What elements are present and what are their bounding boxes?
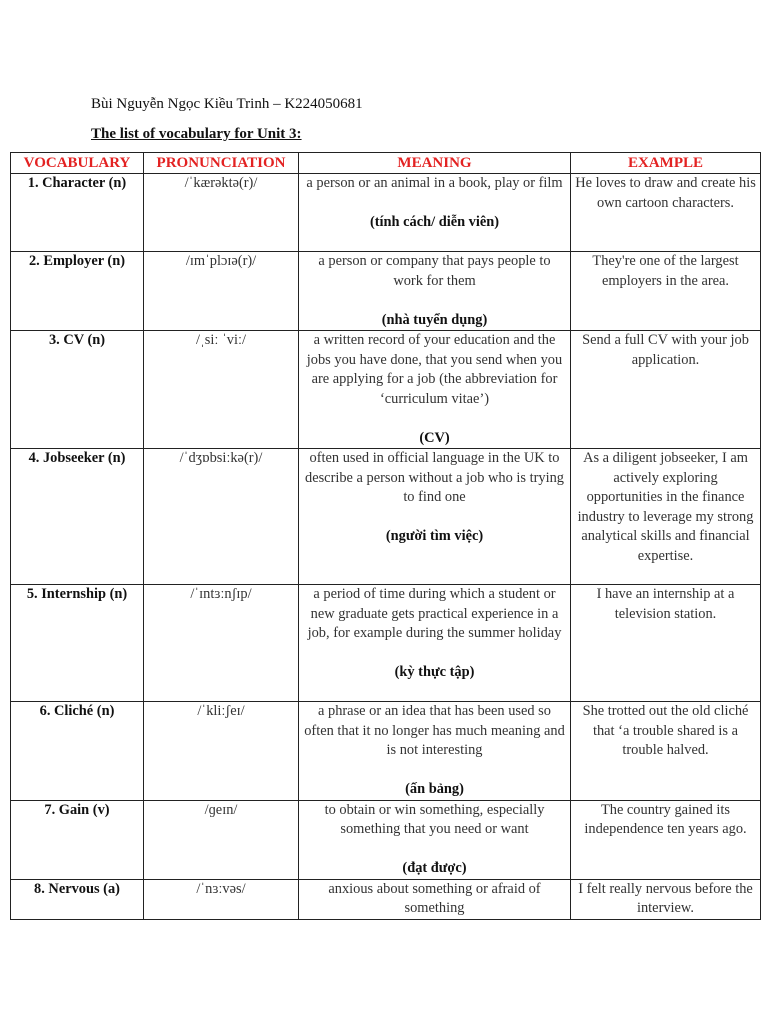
- meaning-cell: [299, 174, 571, 252]
- example-sentence: The country gained its independence ten years ago.: [571, 800, 761, 879]
- meaning-cell: [299, 252, 571, 331]
- example-sentence: I have an internship at a television station.: [571, 585, 761, 702]
- pronunciation: /ˈkærəktə(r)/: [144, 174, 299, 252]
- blank-line: [302, 644, 567, 664]
- vietnamese-translation: (kỳ thực tập): [394, 664, 475, 680]
- blank-line: [302, 291, 567, 311]
- vietnamese-translation: (tính cách/ diễn viên): [369, 214, 500, 230]
- pronunciation: /ˈkliːʃeɪ/: [144, 702, 299, 801]
- table-row: [11, 174, 761, 252]
- meaning-definition: to obtain or win something, especially something that you need or want: [324, 801, 545, 837]
- meaning-definition: a written record of your education and the jobs you have done, that you send when you are applying for a job (the abbreviation for ‘curriculum vitae’): [306, 332, 563, 407]
- table-row: [11, 800, 761, 879]
- vietnamese-translation: (đạt được): [402, 860, 467, 876]
- table-row: [11, 702, 761, 801]
- meaning-cell: [299, 702, 571, 801]
- meaning-cell: [299, 879, 571, 919]
- meaning-cell: [299, 800, 571, 879]
- pronunciation: /ˈdʒɒbsiːkə(r)/: [144, 449, 299, 585]
- vocabulary-table-body: [11, 174, 761, 920]
- pronunciation: /ɪmˈplɔɪə(r)/: [144, 252, 299, 331]
- vocabulary-table: [10, 152, 761, 920]
- table-row: [11, 585, 761, 702]
- pronunciation: /ˌsiː ˈviː/: [144, 331, 299, 449]
- example-sentence: They're one of the largest employers in the area.: [571, 252, 761, 331]
- table-row: [11, 879, 761, 919]
- vietnamese-translation: (nhà tuyển dụng): [381, 311, 488, 328]
- vocabulary-word: 6. Cliché (n): [11, 702, 144, 801]
- meaning-definition: a person or an animal in a book, play or film: [306, 175, 563, 191]
- table-row: [11, 449, 761, 585]
- author-line: Bùi Nguyễn Ngọc Kiều Trinh – K224050681: [91, 96, 363, 112]
- meaning-definition: anxious about something or afraid of something: [328, 880, 541, 916]
- vocabulary-word: 7. Gain (v): [11, 800, 144, 879]
- blank-line: [302, 508, 567, 528]
- blank-line: [302, 194, 567, 214]
- column-header-vocabulary: VOCABULARY: [11, 153, 144, 174]
- column-header-meaning: MEANING: [299, 153, 571, 174]
- example-sentence: She trotted out the old cliché that ‘a trouble shared is a trouble halved.: [571, 702, 761, 801]
- list-title: The list of vocabulary for Unit 3:: [91, 126, 302, 142]
- meaning-cell: [299, 585, 571, 702]
- table-header-row: [11, 153, 761, 174]
- vietnamese-translation: (ấn bảng): [405, 781, 464, 797]
- vocabulary-word: 4. Jobseeker (n): [11, 449, 144, 585]
- vocabulary-word: 8. Nervous (a): [11, 879, 144, 919]
- table-row: [11, 331, 761, 449]
- vietnamese-translation: (người tìm việc): [385, 528, 484, 544]
- example-sentence: Send a full CV with your job application.: [571, 331, 761, 449]
- vocabulary-word: 2. Employer (n): [11, 252, 144, 331]
- example-sentence: I felt really nervous before the interview.: [571, 879, 761, 919]
- example-sentence: He loves to draw and create his own cartoon characters.: [571, 174, 761, 252]
- blank-line: [302, 761, 567, 781]
- meaning-cell: [299, 331, 571, 449]
- meaning-cell: [299, 449, 571, 585]
- vietnamese-translation: (CV): [419, 429, 450, 446]
- meaning-definition: often used in official language in the UK to describe a person without a job who is trying to find one: [305, 450, 564, 505]
- table-row: [11, 252, 761, 331]
- meaning-definition: a period of time during which a student or new graduate gets practical experience in a job, for example during the summer holiday: [307, 586, 562, 641]
- vocabulary-word: 1. Character (n): [11, 174, 144, 252]
- pronunciation: /ɡeɪn/: [144, 800, 299, 879]
- blank-line: [302, 840, 567, 860]
- column-header-example: EXAMPLE: [571, 153, 761, 174]
- meaning-definition: a phrase or an idea that has been used so often that it no longer has much meaning and is not interesting: [304, 703, 565, 758]
- example-sentence: As a diligent jobseeker, I am actively exploring opportunities in the finance industry to leverage my strong analytical skills and financial expertise.: [571, 449, 761, 585]
- meaning-definition: a person or company that pays people to work for them: [318, 253, 551, 289]
- vocabulary-word: 3. CV (n): [11, 331, 144, 449]
- column-header-pronunciation: PRONUNCIATION: [144, 153, 299, 174]
- blank-line: [302, 409, 567, 429]
- pronunciation: /ˈnɜːvəs/: [144, 879, 299, 919]
- pronunciation: /ˈɪntɜːnʃɪp/: [144, 585, 299, 702]
- vocabulary-word: 5. Internship (n): [11, 585, 144, 702]
